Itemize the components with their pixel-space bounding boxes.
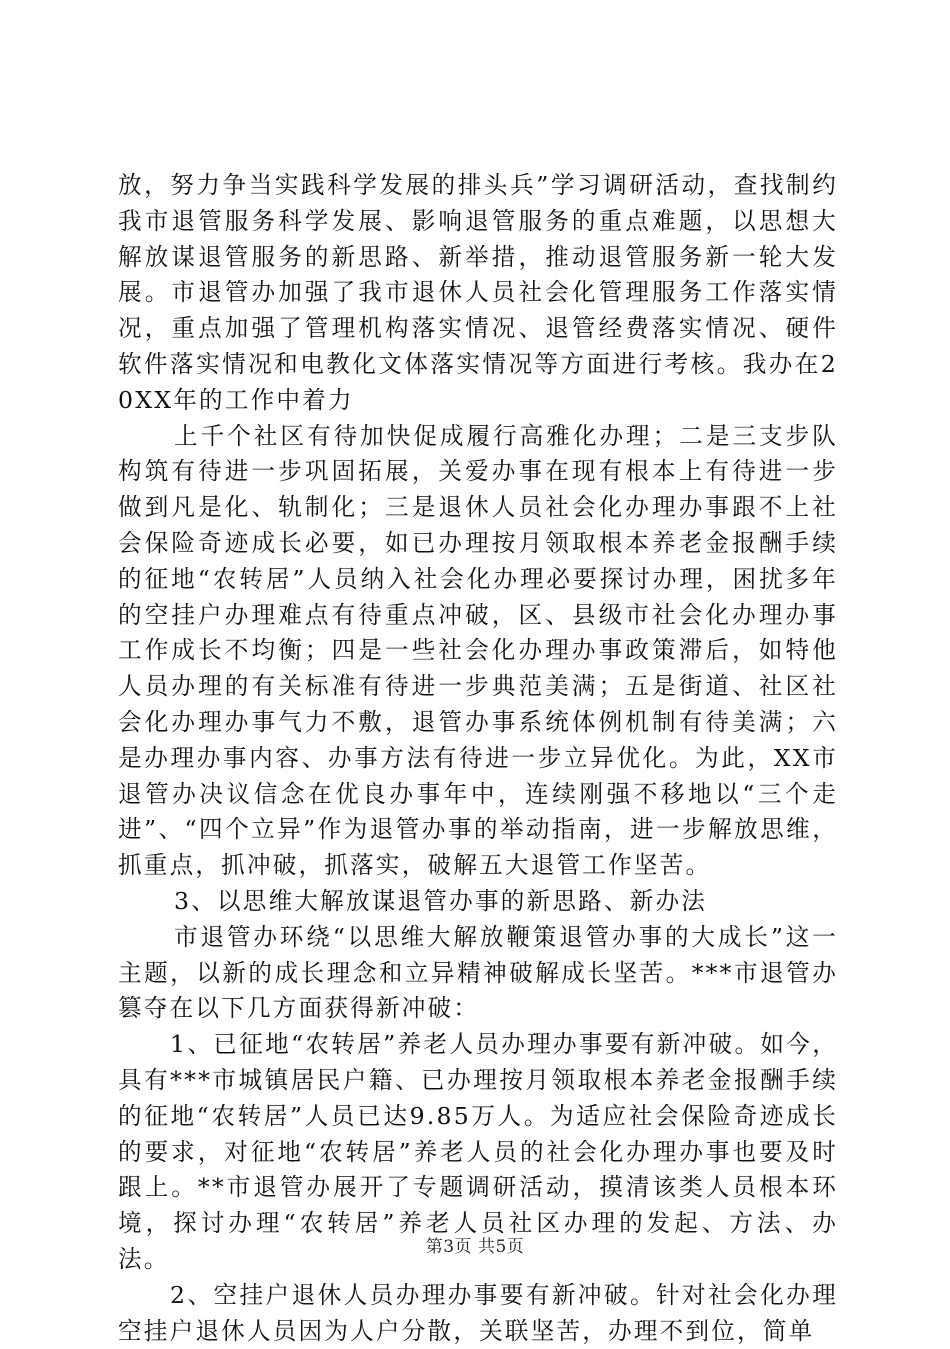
paragraph-3: 市退管办环绕“以思维大解放鞭策退管办事的大成长”这一主题，以新的成长理念和立异精神破解成长坚苦。***市退管办篡夺在以下几方面获得新冲破： [118, 922, 838, 1023]
section-heading: 3、以思维大解放谋退管办事的新思路、新办法 [174, 886, 708, 915]
paragraph-5: 2、空挂户退休人员办理办事要有新冲破。针对社会化办理空挂户退休人员因为人户分散，关联坚苦，办理不到位，简单 [118, 1280, 838, 1345]
document-body [118, 168, 838, 1349]
paragraph-1: 放，努力争当实践科学发展的排头兵”学习调研活动，查找制约我市退管服务科学发展、影响退管服务的重点难题，以思想大解放谋退管服务的新思路、新举措，推动退管服务新一轮大发展。市退管办加强了我市退休人员社会化管理服务工作落实情况，重点加强了管理机构落实情况、退管经费落实情况、硬件软件落实情况和电教化文体落实情况等方面进行考核。我办在20XX年的工作中着力 [118, 171, 838, 414]
paragraph-2: 上千个社区有待加快促成履行高雅化办理；二是三支步队构筑有待进一步巩固拓展，关爱办事在现有根本上有待进一步做到凡是化、轨制化；三是退休人员社会化办理办事跟不上社会保险奇迹成长必要，如已办理按月领取根本养老金报酬手续的征地“农转居”人员纳入社会化办理必要探讨办理，困扰多年的空挂户办理难点有待重点冲破，区、县级市社会化办理办事工作成长不均衡；四是一些社会化办理办事政策滞后，如特他人员办理的有关标准有待进一步典范美满；五是街道、社区社会化办理办事气力不敷，退管办事系统体例机制有待美满；六是办理办事内容、办事方法有待进一步立异优化。为此，XX市退管办决议信念在优良办事年中，连续刚强不移地以“三个走进”、“四个立异”作为退管办事的举动指南，进一步解放思维，抓重点，抓冲破，抓落实，破解五大退管工作坚苦。 [118, 421, 838, 880]
paragraph-4: 1、已征地“农转居”养老人员办理办事要有新冲破。如今，具有***市城镇居民户籍、已办理按月领取根本养老金报酬手续的征地“农转居”人员已达9.85万人。为适应社会保险奇迹成长的要求，对征地“农转居”养老人员的社会化办理办事也要及时跟上。**市退管办展开了专题调研活动，摸清该类人员根本环境，探讨办理“农转居”养老人员社区办理的发起、方法、办法。 [118, 1030, 838, 1273]
page-footer: 第3页 共5页 [425, 1237, 525, 1257]
